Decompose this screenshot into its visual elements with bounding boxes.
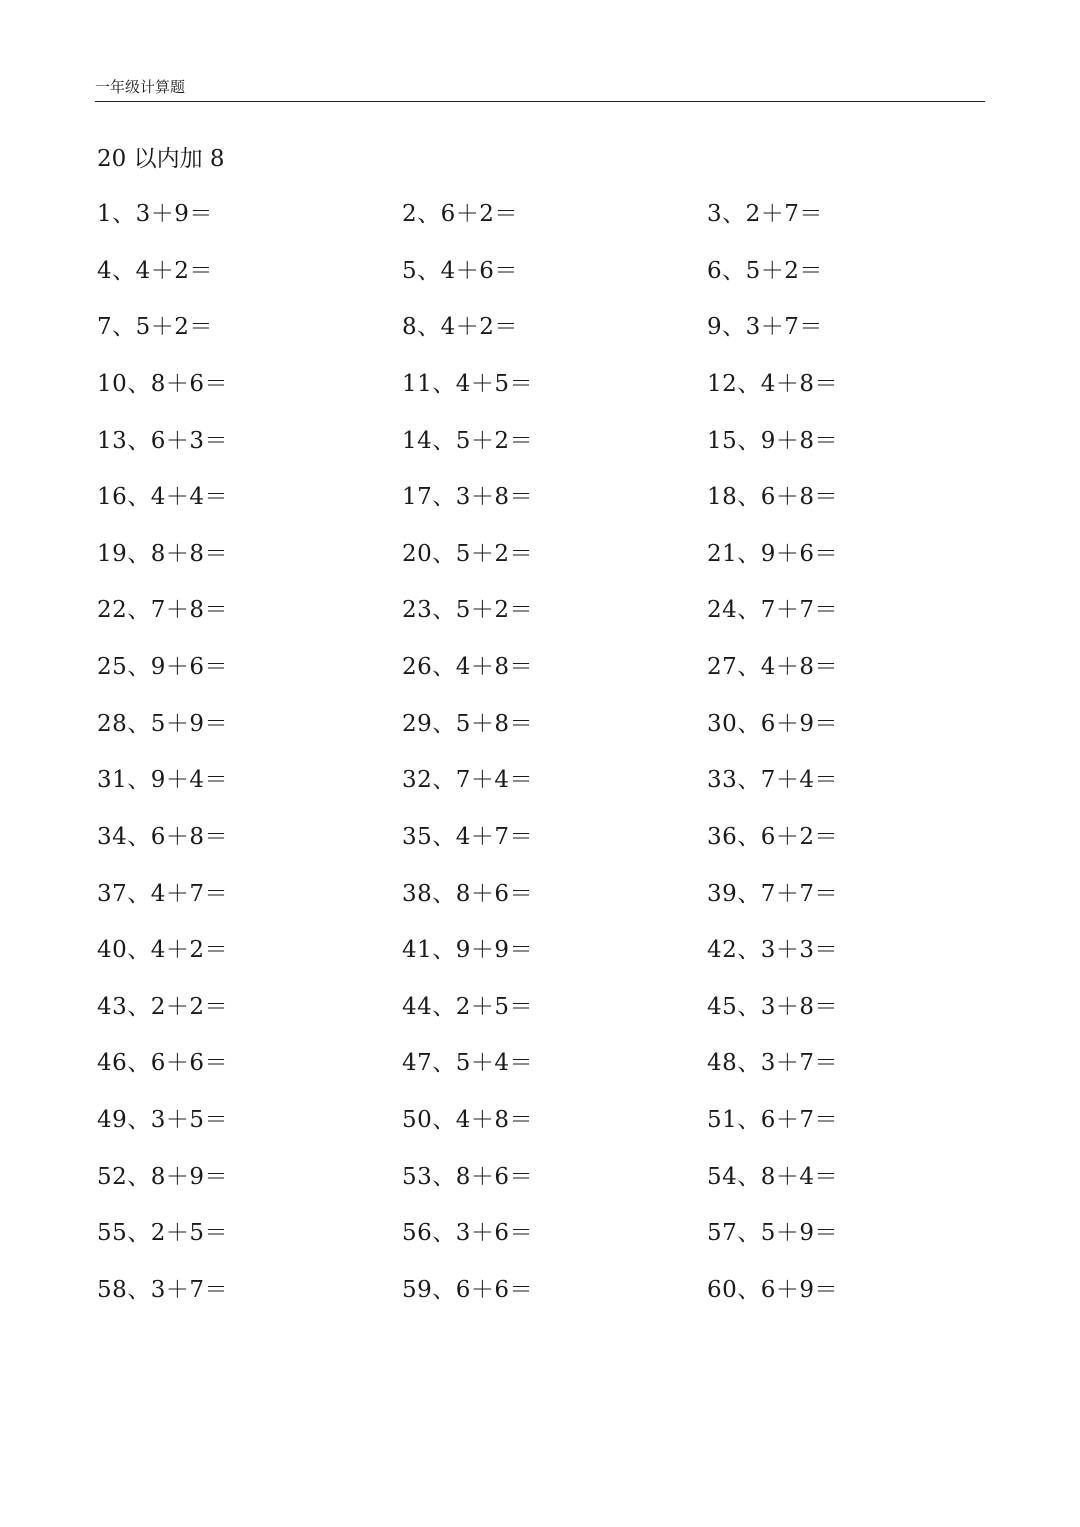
problem-item: 13、6＋3＝	[97, 427, 229, 454]
problem-item: 14、5＋2＝	[402, 427, 534, 454]
problem-item: 24、7＋7＝	[707, 597, 839, 624]
problem-item: 28、5＋9＝	[97, 710, 229, 737]
problem-item: 52、8＋9＝	[97, 1163, 229, 1190]
problem-item: 32、7＋4＝	[402, 767, 534, 794]
problem-item: 8、4＋2＝	[402, 314, 518, 341]
problem-item: 17、3＋8＝	[402, 484, 534, 511]
problem-item: 15、9＋8＝	[707, 427, 839, 454]
problem-item: 34、6＋8＝	[97, 823, 229, 850]
problem-item: 19、8＋8＝	[97, 540, 229, 567]
problem-item: 27、4＋8＝	[707, 654, 839, 680]
problem-item: 5、4＋6＝	[402, 257, 518, 284]
problem-item: 58、3＋7＝	[97, 1276, 229, 1303]
problem-item: 36、6＋2＝	[707, 823, 839, 850]
problem-item: 47、5＋4＝	[402, 1050, 534, 1077]
problem-item: 16、4＋4＝	[97, 484, 229, 511]
problem-item: 57、5＋9＝	[707, 1220, 839, 1247]
problem-item: 21、9＋6＝	[707, 540, 839, 567]
problem-item: 7、5＋2＝	[97, 314, 213, 341]
problem-item: 31、9＋4＝	[97, 767, 229, 794]
problem-item: 38、8＋6＝	[402, 880, 534, 907]
problem-item: 59、6＋6＝	[402, 1276, 534, 1303]
problem-item: 10、8＋6＝	[97, 370, 229, 397]
problem-item: 12、4＋8＝	[707, 370, 839, 397]
problem-item: 22、7＋8＝	[97, 597, 229, 624]
problem-item: 37、4＋7＝	[97, 880, 229, 907]
problem-item: 48、3＋7＝	[707, 1050, 839, 1077]
problem-item: 20、5＋2＝	[402, 540, 534, 567]
problem-item: 26、4＋8＝	[402, 654, 534, 680]
page-header	[95, 76, 985, 102]
problem-item: 53、8＋6＝	[402, 1163, 534, 1190]
problem-item: 2、6＋2＝	[402, 201, 518, 227]
problem-item: 30、6＋9＝	[707, 710, 839, 737]
problem-item: 56、3＋6＝	[402, 1220, 534, 1247]
problem-item: 4、4＋2＝	[97, 257, 213, 284]
problem-item: 45、3＋8＝	[707, 993, 839, 1020]
problem-item: 33、7＋4＝	[707, 767, 839, 794]
problem-item: 11、4＋5＝	[402, 370, 534, 397]
problem-item: 3、2＋7＝	[707, 201, 823, 227]
problem-item: 60、6＋9＝	[707, 1276, 839, 1303]
problem-item: 39、7＋7＝	[707, 880, 839, 907]
problem-item: 29、5＋8＝	[402, 710, 534, 737]
problem-item: 54、8＋4＝	[707, 1163, 839, 1190]
problem-item: 9、3＋7＝	[707, 314, 823, 341]
problem-item: 43、2＋2＝	[97, 993, 229, 1020]
section-title: 20 以内加 8	[97, 146, 225, 172]
problem-item: 51、6＋7＝	[707, 1107, 839, 1133]
problem-item: 35、4＋7＝	[402, 823, 534, 850]
problem-grid	[97, 198, 1012, 1331]
problem-item: 49、3＋5＝	[97, 1107, 229, 1133]
problem-item: 50、4＋8＝	[402, 1107, 534, 1133]
problem-item: 23、5＋2＝	[402, 597, 534, 624]
problem-item: 44、2＋5＝	[402, 993, 534, 1020]
problem-item: 41、9＋9＝	[402, 937, 534, 964]
problem-item: 55、2＋5＝	[97, 1220, 229, 1247]
problem-item: 1、3＋9＝	[97, 201, 213, 227]
problem-item: 18、6＋8＝	[707, 484, 839, 511]
header-title: 一年级计算题	[95, 78, 186, 96]
problem-item: 40、4＋2＝	[97, 937, 229, 964]
problem-item: 25、9＋6＝	[97, 654, 229, 680]
problem-item: 46、6＋6＝	[97, 1050, 229, 1077]
problem-item: 42、3＋3＝	[707, 937, 839, 964]
problem-item: 6、5＋2＝	[707, 257, 823, 284]
